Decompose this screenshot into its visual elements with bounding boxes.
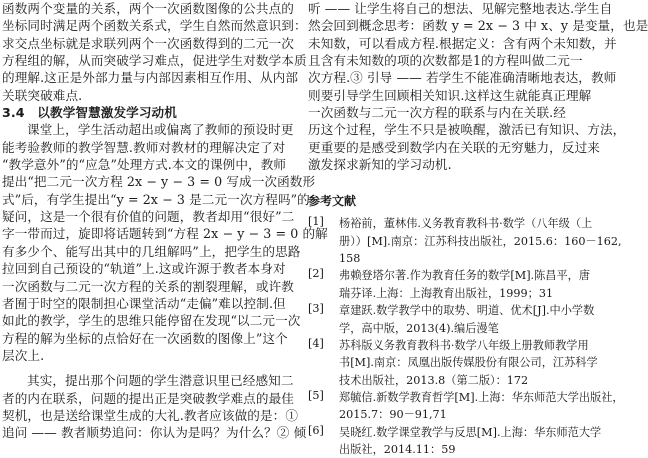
reference-line: 学，高中版，2013(4).编后漫笔 [339,321,499,335]
reference-number: [3] [308,302,324,316]
reference-line: 出版社，2014.11：59 [339,442,456,456]
intro-paragraph [2,0,307,104]
text-line: 者的内在联系，问题的提出正是突破教学难点的最佳 [2,390,294,406]
reference-line: 书[M].南京：凤凰出版传媒股份有限公司，江苏科学 [339,356,598,370]
text-line: 则要引导学生回顾相关知识.这样这生就能真正理解 [308,87,592,103]
references-title: 参考文献 [308,194,357,209]
text-line: 求交点坐标就是求联列两个一次函数得到的二元一次 [2,35,294,51]
text-line: 式”后，有学生提出“y = 2x − 3 是二元一次方程吗”的 [2,191,310,207]
reference-line: 郑毓信.新数学教育哲学[M].上海：华东师范大学出版社， [339,390,624,404]
reference-line: 技术出版社，2013.8（第二版）：172 [339,373,529,387]
reference-line: 杨裕前，董林伟.义务教育教科书·数学（八年级（上 [339,217,593,231]
text-line: 层次上. [2,347,45,363]
text-line: 历这个过程，学生不只是被唤醒，激活已有知识、方法， [308,122,626,138]
text-line: 坐标同时满足两个函数关系式，学生自然而然意识到： [2,18,307,34]
section-heading: 3.4 以教学智慧激发学习动机 [2,105,177,121]
paragraph-gap [2,364,294,372]
text-line: 有多少个、能写出其中的几组解吗”上，把学生的思路 [2,243,301,259]
text-line: 方程的解为坐标的点恰好在一次函数的图像上”这个 [2,330,288,346]
reference-line: 苏科版义务教育教科书·数学八年级上册教师教学用 [339,338,589,352]
paragraph-teaching-wisdom [2,121,328,364]
text-line: 方程组的解，从而突破学习难点，促进学生对数学本质 [2,53,307,69]
text-line: 关联突破难点. [2,87,83,103]
reference-number: [1] [308,215,324,229]
reference-line: 吴晓红.数学课堂教学与反思[M].上海：华东师范大学 [339,425,602,439]
text-line: 一次函数与二元一次方程的联系与内在关联.经 [308,105,566,121]
text-line: 且含有未知数的项的次数都是1的方程叫做二元一 [308,53,583,69]
reference-number: [2] [308,267,324,281]
text-line: “教学意外”的“应急”处理方式.本文的课例中，教师 [2,157,287,173]
reference-number: [4] [308,336,324,350]
text-line: 能考验教师的教学智慧.教师对教材的理解决定了对 [2,139,286,155]
reference-number: [6] [308,423,324,437]
references-list [308,215,624,458]
continued-paragraph [308,0,648,173]
text-line: 函数两个变量的关系，两个一次函数图像的公共点的 [2,1,294,16]
reference-line: 章建跃.数学教学中的取势、明道、优术[J].中小学数 [339,304,595,318]
text-line: 然会回到概念思考：函数 y = 2x − 3 中 x、y 是变量，也是 [308,18,648,34]
reference-line: 2015.7：90－91,71 [339,408,447,422]
text-line: 字一带而过，旋即将话题转到“方程 2x − y − 3 = 0 的解 [2,226,328,242]
text-line: 契机，也是送给课堂生成的大礼.教者应该做的是：① [2,407,299,423]
reference-item [308,388,624,424]
reference-item [308,302,598,337]
paragraph-follow-up [2,372,307,441]
left-column [2,0,328,442]
text-line: 的理解.这正是外部力量与内部因素相互作用、从内部 [2,70,299,86]
reference-line: 弗赖登塔尔著.作为教育任务的数学[M].陈昌平，唐 [339,269,591,283]
text-line: 一次函数与二元一次方程的关系的割裂理解，或许教 [2,278,294,294]
text-line: 课堂上，学生活动超出或偏离了教师的预设时更 [27,122,294,138]
right-column [308,0,648,458]
reference-item [308,337,598,389]
text-line: 更重要的是感受到数学内在关联的无穷魅力，反过来 [308,139,600,155]
reference-line: 册））[M].南京：江苏科技出版社，2015.6：160－162, [339,234,622,248]
reference-line: 瑞芬译.上海：上海教育出版社，1999；31 [339,286,554,300]
text-line: 其实，提出那个问题的学生潜意识里已经感知二 [27,373,294,389]
text-line: 未知数，可以看成方程.根据定义：含有两个未知数，并 [308,35,617,51]
text-line: 听 —— 让学生将自己的想法、见解完整地表达.学生自 [308,1,613,16]
text-line: 拉回到自己预设的“轨道”上.这或许源于教者本身对 [2,261,286,277]
text-line: 追问 —— 教者顺势追问：你认为是吗？为什么？② 倾 [2,425,307,441]
reference-line: 158 [339,252,361,266]
reference-item [308,267,598,302]
text-line: 者囿于时空的限制担心课堂活动“走偏”难以控制.但 [2,295,286,311]
text-line: 疑问，这是一个很有价值的问题，教者却用“很好”二 [2,209,295,225]
reference-item [308,215,622,267]
text-line: 如此的教学，学生的思维只能停留在发现“以二元一次 [2,313,301,329]
reference-number: [5] [308,388,324,402]
text-line: 激发探求新知的学习动机. [308,157,452,173]
text-line: 提出“把二元一次方程 2x − y − 3 = 0 写成一次函数形 [2,174,316,190]
reference-item [308,423,602,458]
text-line: 次方程.③ 引导 —— 若学生不能准确清晰地表达，教师 [308,70,617,86]
